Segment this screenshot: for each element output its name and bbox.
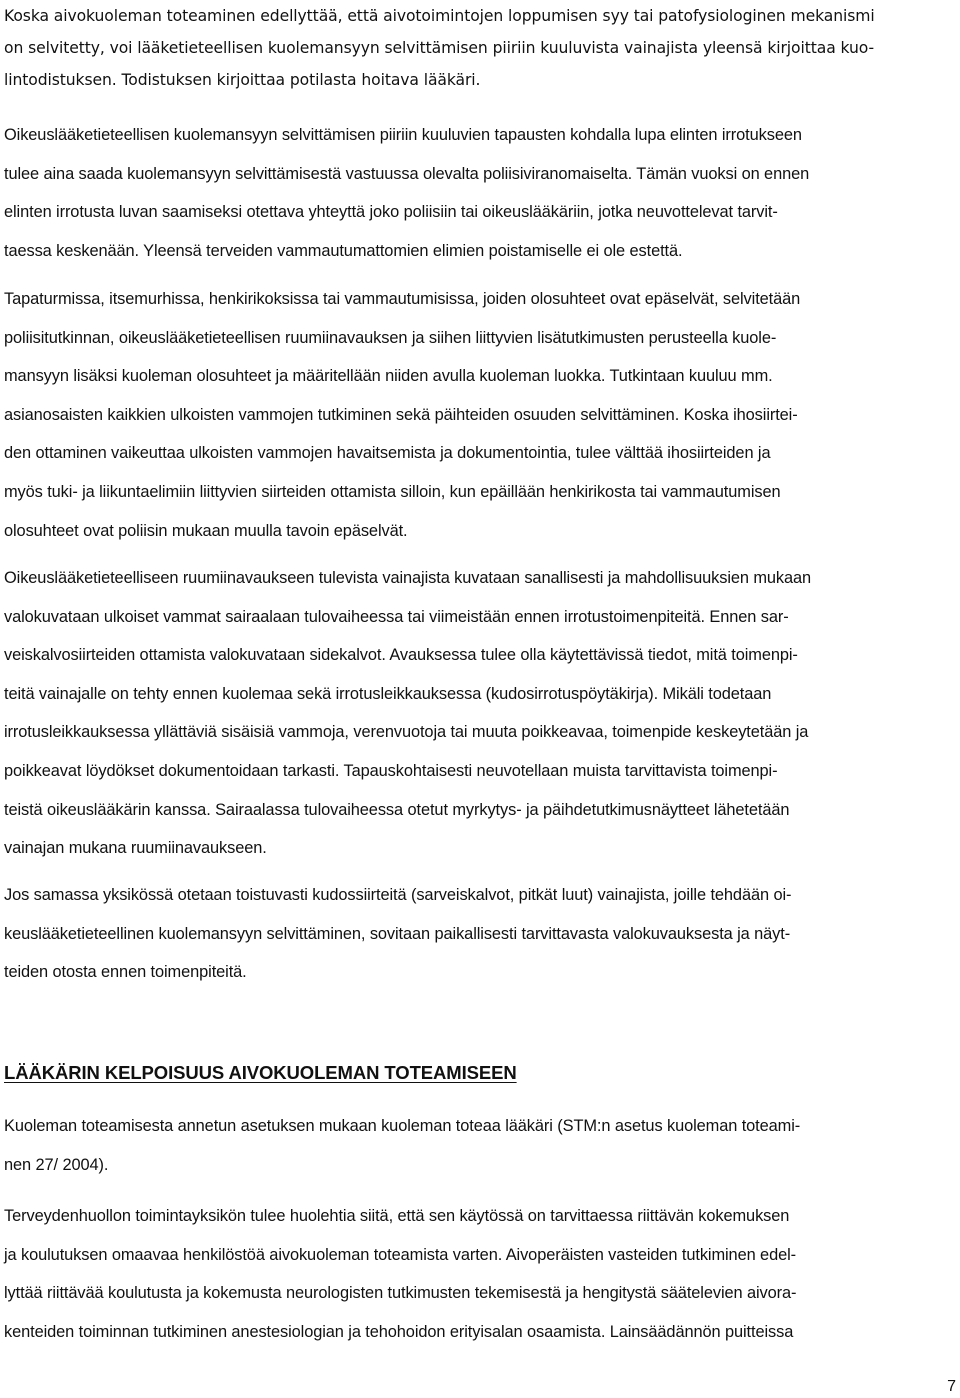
text-line: teistä oikeuslääkärin kanssa. Sairaalassa tulovaiheessa otetut myrkytys- ja päihdetutkimusnäytteet lähetetään <box>4 800 790 819</box>
text-line: Kuoleman toteamisesta annetun asetuksen mukaan kuoleman toteaa lääkäri (STM:n asetus kuoleman toteami- <box>4 1117 801 1135</box>
text-line: elinten irrotusta luvan saamiseksi otettava yhteyttä joko poliisiin tai oikeuslääkäriin, jotka neuvottelevat tarvit- <box>4 203 778 222</box>
text-line: poikkeavat löydökset dokumentoidaan tarkasti. Tapauskohtaisesti neuvotellaan muista tarvittavista toimenpi- <box>4 761 778 780</box>
text-line: Terveydenhuollon toimintayksikön tulee huolehtia siitä, että sen käytössä on tarvittaessa riittävän kokemuksen <box>4 1207 790 1225</box>
text-line: Jos samassa yksikössä otetaan toistuvasti kudossiirteitä (sarveiskalvot, pitkät luut) vainajista, joille tehdään oi- <box>4 886 792 904</box>
text-line: Tapaturmissa, itsemurhissa, henkirikoksissa tai vammautumisissa, joiden olosuhteet ovat epäselvät, selvitetään <box>4 290 801 308</box>
text-line: asianosaisten kaikkien ulkoisten vammojen tutkiminen sekä päihteiden osuuden selvittäminen. Koska ihosiirtei- <box>4 405 798 424</box>
text-line: Koska aivokuoleman toteaminen edellyttää, että aivotoimintojen loppumisen syy tai patofysiologinen mekanismi <box>4 7 875 25</box>
paragraph-1 <box>4 0 956 96</box>
text-line: vainajan mukana ruumiinavaukseen. <box>4 839 267 858</box>
text-line: nen 27/ 2004). <box>4 1155 109 1174</box>
text-line: tulee aina saada kuolemansyyn selvittämisestä vastuussa olevalta poliisiviranomaiselta. Tämän vuoksi on ennen <box>4 164 810 183</box>
paragraph-6 <box>4 1107 956 1184</box>
text-line: poliisitutkinnan, oikeuslääketieteellisen ruumiinavauksen ja siihen liittyvien lisätutkimusten perusteella kuole- <box>4 328 777 347</box>
text-line: olosuhteet ovat poliisin mukaan muulla tavoin epäselvät. <box>4 521 408 540</box>
text-line: mansyyn lisäksi kuoleman olosuhteet ja määritellään niiden avulla kuoleman luokka. Tutkintaan kuuluu mm. <box>4 367 773 386</box>
text-line: irrotusleikkauksessa yllättäviä sisäisiä vammoja, verenvuotoja tai muuta poikkeavaa, toimenpide keskeytetään ja <box>4 723 809 742</box>
text-line: den ottaminen vaikeuttaa ulkoisten vammojen havaitsemista ja dokumentointia, tulee välttää ihosiirteiden ja <box>4 444 771 463</box>
text-line: ja koulutuksen omaavaa henkilöstöä aivokuoleman toteamista varten. Aivoperäisten vasteiden tutkiminen edel- <box>4 1245 797 1264</box>
text-line: kenteiden toiminnan tutkiminen anestesiologian ja tehohoidon erityisalan osaamista. Lainsäädännön puitteissa <box>4 1322 794 1341</box>
text-line: keuslääketieteellinen kuolemansyyn selvittäminen, sovitaan paikallisesti tarvittavasta valokuvauksesta ja näyt- <box>4 924 791 943</box>
text-line: Oikeuslääketieteelliseen ruumiinavaukseen tulevista vainajista kuvataan sanallisesti ja mahdollisuuksien mukaan <box>4 569 812 587</box>
paragraph-5 <box>4 876 956 992</box>
paragraph-3 <box>4 280 956 550</box>
text-line: teiden otosta ennen toimenpiteitä. <box>4 963 247 982</box>
text-line: veiskalvosiirteiden ottamista valokuvataan sidekalvot. Avauksessa tulee olla käytettävissä tiedot, mitä toimenpi- <box>4 646 798 665</box>
text-line: myös tuki- ja liikuntaelimiin liittyvien siirteiden ottamista silloin, kun epäillään henkirikosta tai vammautumisen <box>4 482 781 501</box>
text-line: on selvitetty, voi lääketieteellisen kuolemansyyn selvittämisen piiriin kuuluvista vainajista yleensä kirjoittaa kuo- <box>4 39 874 57</box>
paragraph-7 <box>4 1197 956 1351</box>
text-line: valokuvataan ulkoiset vammat sairaalaan tulovaiheessa tai viimeistään ennen irrotustoimenpiteitä. Ennen sar- <box>4 607 789 626</box>
text-line: lintodistuksen. Todistuksen kirjoittaa potilasta hoitava lääkäri. <box>4 71 481 89</box>
page-number: 7 <box>947 1378 956 1395</box>
text-line: Oikeuslääketieteellisen kuolemansyyn selvittämisen piiriin kuuluvien tapausten kohdalla lupa elinten irrotukseen <box>4 126 802 144</box>
text-line: taessa keskenään. Yleensä terveiden vammautumattomien elimien poistamiselle ei ole estettä. <box>4 241 683 260</box>
text-line: teitä vainajalle on tehty ennen kuolemaa sekä irrotusleikkauksessa (kudosirrotuspöytäkirja). Mikäli todetaan <box>4 684 772 703</box>
paragraph-4 <box>4 559 956 868</box>
text-line: lyttää riittävää koulutusta ja kokemusta neurologisten tutkimusten tekemisestä ja hengitystä säätelevien aivora- <box>4 1284 797 1303</box>
paragraph-2 <box>4 116 956 270</box>
section-heading: LÄÄKÄRIN KELPOISUUS AIVOKUOLEMAN TOTEAMISEEN <box>4 1062 517 1083</box>
